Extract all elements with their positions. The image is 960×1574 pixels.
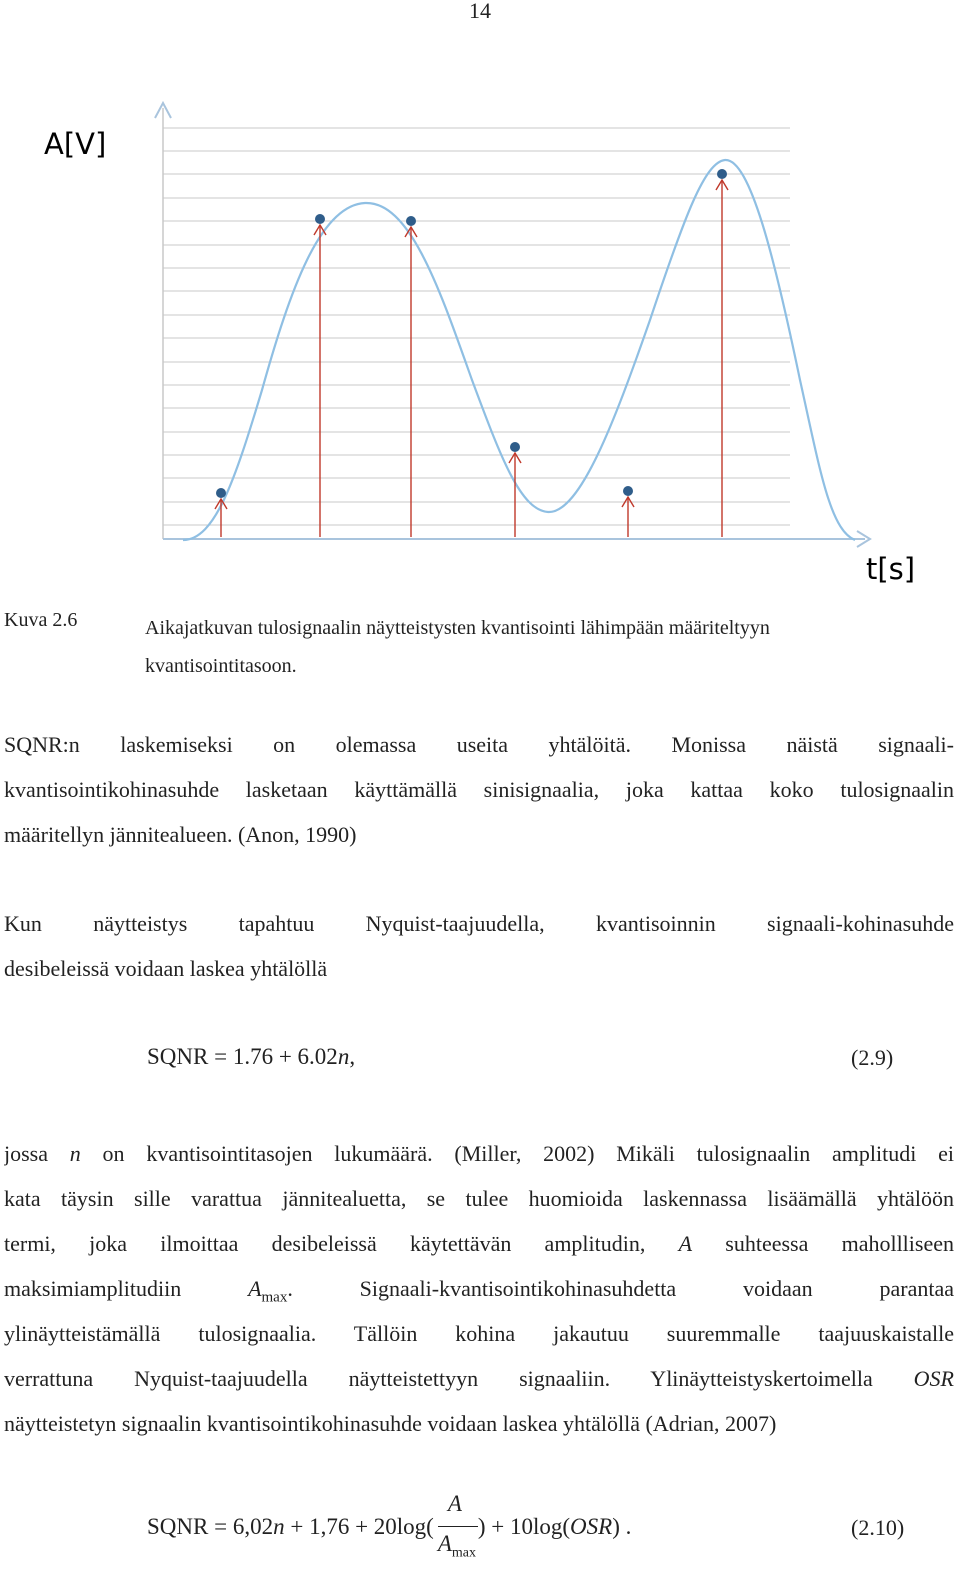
text-line: näytteistetyn signaalin kvantisointikohinasuhde voidaan laskea yhtälöllä (Adrian, 2007) xyxy=(4,1411,777,1436)
var-a-max: A xyxy=(248,1276,262,1301)
sample xyxy=(716,169,728,537)
eq-var-n: n xyxy=(273,1514,285,1539)
eq-rhs: = 1.76 + 6.02 xyxy=(214,1044,338,1069)
equation-number-2-10: (2.10) xyxy=(851,1515,905,1540)
equation-2-10: SQNR = 6,02n + 1,76 + 20log( $\frac{A}{A_{max}}$ ) + 10log(OSR) . xyxy=(147,1490,632,1561)
eq-suffix: , xyxy=(349,1044,356,1069)
paragraph-sqnr-intro xyxy=(4,722,954,857)
sample xyxy=(622,486,634,537)
sample-dot xyxy=(623,486,633,496)
eq-var-n: n xyxy=(337,1044,350,1069)
text-line: verrattuna Nyquist-taajuudella näytteistettyyn signaaliin. Ylinäytteistyskertoimella OSR xyxy=(4,1366,954,1391)
eq-lhs: SQNR xyxy=(147,1514,209,1539)
sample-dot xyxy=(216,488,226,498)
text-line: määritellyn jännitealueen. (Anon, 1990) xyxy=(4,822,357,847)
sample-dot xyxy=(510,442,520,452)
eq-lhs: SQNR xyxy=(147,1044,209,1069)
analog-signal-curve xyxy=(183,160,855,540)
sample-points xyxy=(215,169,728,537)
axes xyxy=(155,103,870,547)
paragraph-nyquist xyxy=(4,901,954,991)
x-axis-label: t[s] xyxy=(866,552,916,586)
text-line: termi, joka ilmoittaa desibeleissä käytettävän amplitudin, A suhteessa mahollliseen xyxy=(4,1231,954,1256)
var-n: n xyxy=(69,1141,81,1166)
eq-var-osr: OSR xyxy=(570,1514,613,1539)
text-line: desibeleissä voidaan laskea yhtälöllä xyxy=(4,956,328,981)
var-osr: OSR xyxy=(913,1366,954,1391)
text-line: SQNR:n laskemiseksi on olemassa useita yhtälöitä. Monissa näistä signaali- xyxy=(4,732,954,757)
sampling-figure xyxy=(0,95,960,600)
sample xyxy=(314,214,326,537)
paragraph-amplitude xyxy=(4,1131,954,1446)
sample xyxy=(405,216,417,537)
caption-text: Aikajatkuvan tulosignaalin näytteistysten kvantisointi lähimpään määriteltyyn kvantisointitasoon. xyxy=(145,617,770,677)
sample-dot xyxy=(717,169,727,179)
text-line: kata täysin sille varattua jännitealuetta, se tulee huomioida laskennassa lisäämällä yhtälöön xyxy=(4,1186,954,1211)
sample-dot xyxy=(315,214,325,224)
page-number: 14 xyxy=(469,0,491,23)
grid-lines xyxy=(163,128,790,525)
text-line: jossa n on kvantisointitasojen lukumäärä. (Miller, 2002) Mikäli tulosignaalin amplitudi ei xyxy=(4,1141,954,1166)
equation-2-9 xyxy=(147,1044,355,1070)
caption-number: Kuva 2.6 xyxy=(4,609,78,631)
text-line: kvantisointikohinasuhde lasketaan käyttämällä sinisignaalia, joka kattaa koko tulosignaalin xyxy=(4,777,954,802)
sample-dot xyxy=(406,216,416,226)
text-line: ylinäytteistämällä tulosignaalia. Tällöin kohina jakautuu suuremmalle taajuuskaistalle xyxy=(4,1321,954,1346)
text-line: Kun näytteistys tapahtuu Nyquist-taajuudella, kvantisoinnin signaali-kohinasuhde xyxy=(4,911,954,936)
equation-number-2-9: (2.9) xyxy=(851,1045,894,1070)
y-axis-label: A[V] xyxy=(44,127,107,161)
var-a: A xyxy=(678,1231,693,1256)
text-line: maksimiamplitudiin $A_{max}$. Signaali-kvantisointikohinasuhdetta voidaan parantaa xyxy=(4,1276,954,1306)
